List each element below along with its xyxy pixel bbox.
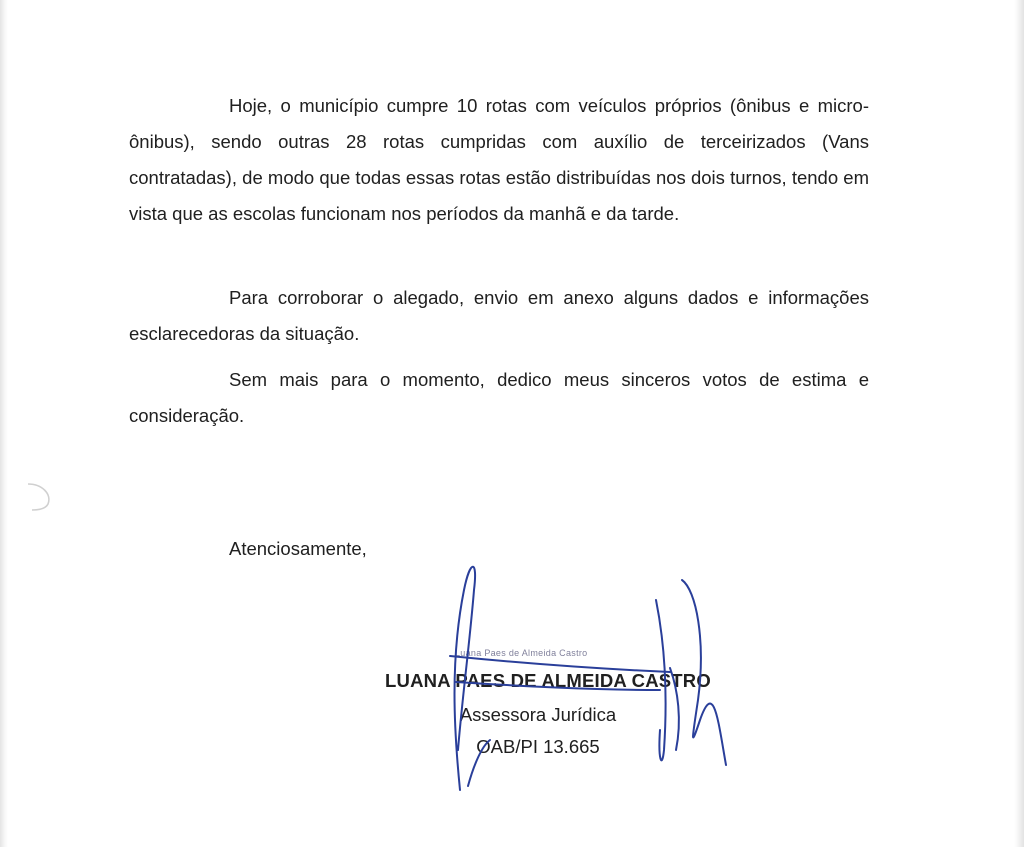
- scan-artifact-mark: [24, 478, 54, 514]
- closing-salutation: Atenciosamente,: [229, 538, 367, 559]
- scan-shadow-right: [1014, 0, 1024, 847]
- signatory-name: LUANA PAES DE ALMEIDA CASTRO: [385, 670, 711, 691]
- paragraph-regards: Sem mais para o momento, dedico meus sinceros votos de estima e consideração.: [129, 369, 869, 426]
- paragraph-routes: Hoje, o município cumpre 10 rotas com veículos próprios (ônibus e micro-ônibus), sendo outras 28 rotas cumpridas com auxílio de terceirizados (Vans contratadas), de modo que todas essas rotas estão distribuídas nos dois turnos, tendo em vista que as escolas funcionam nos períodos da manhã e da tarde.: [129, 95, 869, 224]
- signatory-role: Assessora Jurídica: [459, 704, 617, 725]
- paragraph-attachment: Para corroborar o alegado, envio em anexo alguns dados e informações esclarecedoras da situação.: [129, 287, 869, 344]
- scan-shadow-left: [0, 0, 8, 847]
- handwritten-signature: [420, 550, 750, 800]
- signatory-registration: OAB/PI 13.665: [476, 736, 600, 757]
- signature-stamp-text: Luana Paes de Almeida Castro: [455, 648, 588, 658]
